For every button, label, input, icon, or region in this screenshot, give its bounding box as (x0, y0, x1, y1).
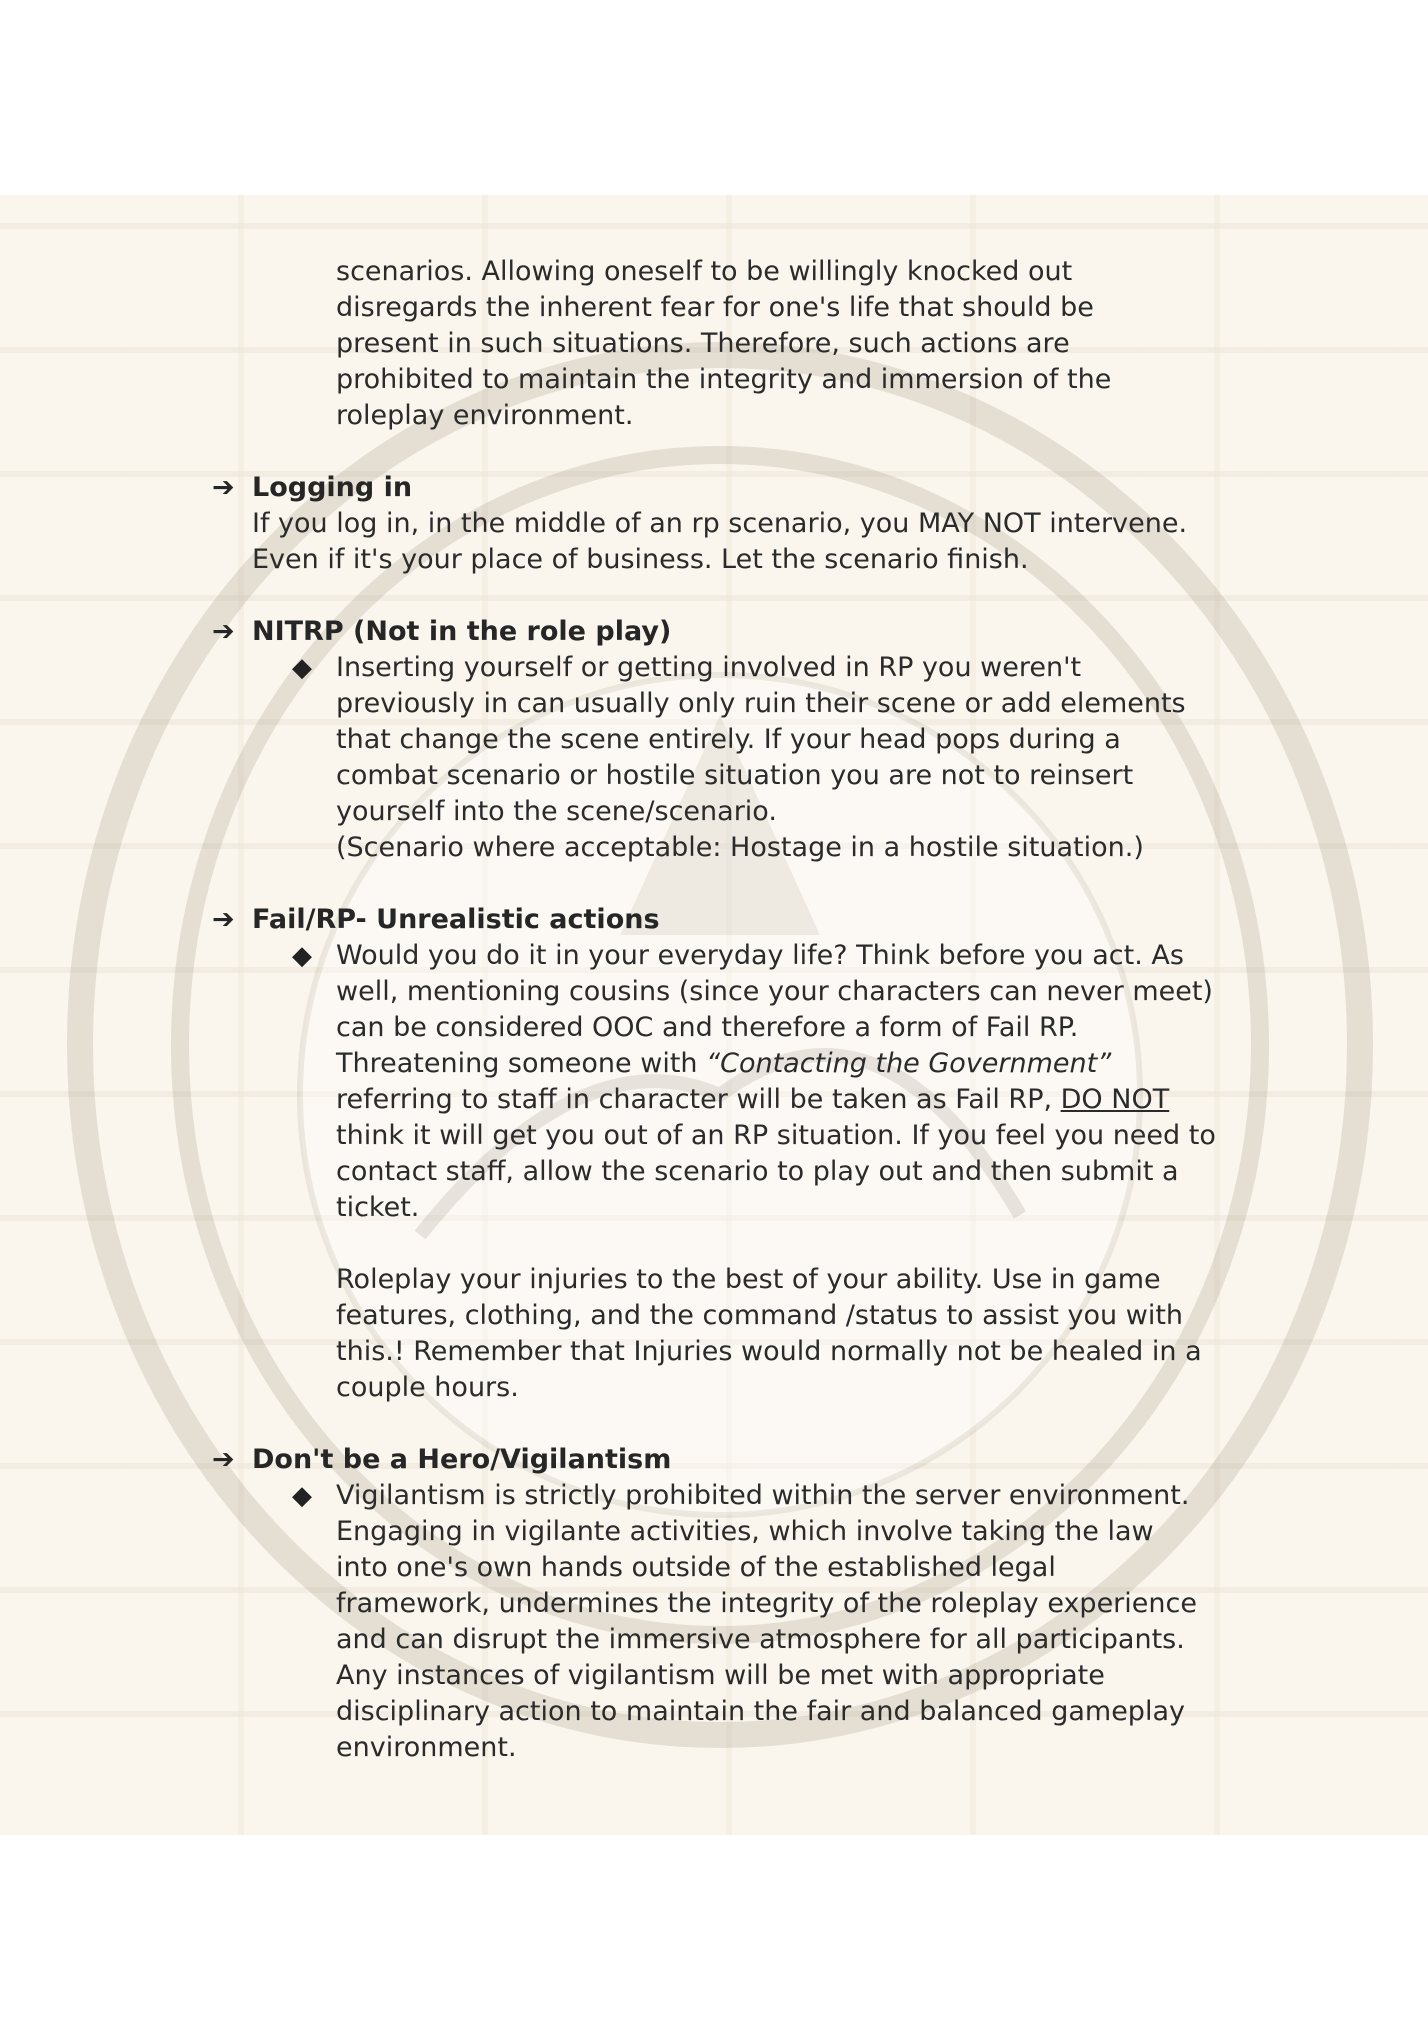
text-line: previously in can usually only ruin their scene or add elements (336, 688, 1186, 719)
text-line: Vigilantism is strictly prohibited within the server environment. (336, 1480, 1190, 1511)
text-line: Threatening someone with “Contacting the Government” (336, 1048, 1112, 1079)
text-line: into one's own hands outside of the established legal (336, 1552, 1056, 1583)
arrow-icon: ➔ (212, 472, 235, 503)
text-line: yourself into the scene/scenario. (336, 796, 777, 827)
text-line: this.! Remember that Injuries would normally not be healed in a (336, 1336, 1202, 1367)
text-line: Even if it's your place of business. Let the scenario finish. (252, 544, 1029, 575)
text-line: referring to staff in character will be taken as Fail RP, DO NOT (336, 1084, 1170, 1115)
text-line: that change the scene entirely. If your head pops during a (336, 724, 1121, 755)
text-line: and can disrupt the immersive atmosphere for all participants. (336, 1624, 1185, 1655)
diamond-bullet-icon: ◆ (292, 653, 312, 683)
text-line: disciplinary action to maintain the fair and balanced gameplay (336, 1696, 1185, 1727)
text-line: Engaging in vigilante activities, which involve taking the law (336, 1516, 1154, 1547)
text-line: think it will get you out of an RP situation. If you feel you need to (336, 1120, 1216, 1151)
quoted-phrase: “Contacting the Government” (706, 1048, 1112, 1079)
text-line: Inserting yourself or getting involved in RP you weren't (336, 652, 1082, 683)
text-line: present in such situations. Therefore, such actions are (336, 328, 1070, 359)
text-line: scenarios. Allowing oneself to be willingly knocked out (336, 256, 1073, 287)
section-heading-hero: ➔ Don't be a Hero/Vigilantism (212, 1442, 671, 1478)
section-heading-logging-in: ➔ Logging in (212, 470, 412, 506)
text-line: couple hours. (336, 1372, 519, 1403)
text-line: ticket. (336, 1192, 420, 1223)
text-line: framework, undermines the integrity of the roleplay experience (336, 1588, 1197, 1619)
text-line: combat scenario or hostile situation you are not to reinsert (336, 760, 1134, 791)
hero-body (336, 1478, 1276, 1766)
nitrp-body (336, 650, 1276, 866)
intro-paragraph (336, 254, 1276, 434)
text-line: disregards the inherent fear for one's life that should be (336, 292, 1094, 323)
text-line: (Scenario where acceptable: Hostage in a hostile situation.) (336, 832, 1144, 863)
arrow-icon: ➔ (212, 1444, 235, 1475)
text-line: Would you do it in your everyday life? Think before you act. As (336, 940, 1184, 971)
diamond-bullet-icon: ◆ (292, 941, 312, 971)
text-line: features, clothing, and the command /status to assist you with (336, 1300, 1184, 1331)
section-heading-failrp: ➔ Fail/RP- Unrealistic actions (212, 902, 660, 938)
arrow-icon: ➔ (212, 616, 235, 647)
text-line: environment. (336, 1732, 517, 1763)
text-line: can be considered OOC and therefore a form of Fail RP. (336, 1012, 1079, 1043)
text-line: prohibited to maintain the integrity and immersion of the (336, 364, 1112, 395)
diamond-bullet-icon: ◆ (292, 1481, 312, 1511)
text-line: well, mentioning cousins (since your characters can never meet) (336, 976, 1213, 1007)
text-line: If you log in, in the middle of an rp scenario, you MAY NOT intervene. (252, 508, 1188, 539)
text-line: contact staff, allow the scenario to play out and then submit a (336, 1156, 1179, 1187)
emphasis-do-not: DO NOT (1060, 1084, 1170, 1115)
logging-in-body (252, 506, 1292, 578)
text-line: roleplay environment. (336, 400, 634, 431)
arrow-icon: ➔ (212, 904, 235, 935)
text-line: Roleplay your injuries to the best of your ability. Use in game (336, 1264, 1161, 1295)
injuries-paragraph (336, 1262, 1276, 1406)
failrp-body (336, 938, 1276, 1226)
text-line: Any instances of vigilantism will be met with appropriate (336, 1660, 1105, 1691)
section-heading-nitrp: ➔ NITRP (Not in the role play) (212, 614, 671, 650)
